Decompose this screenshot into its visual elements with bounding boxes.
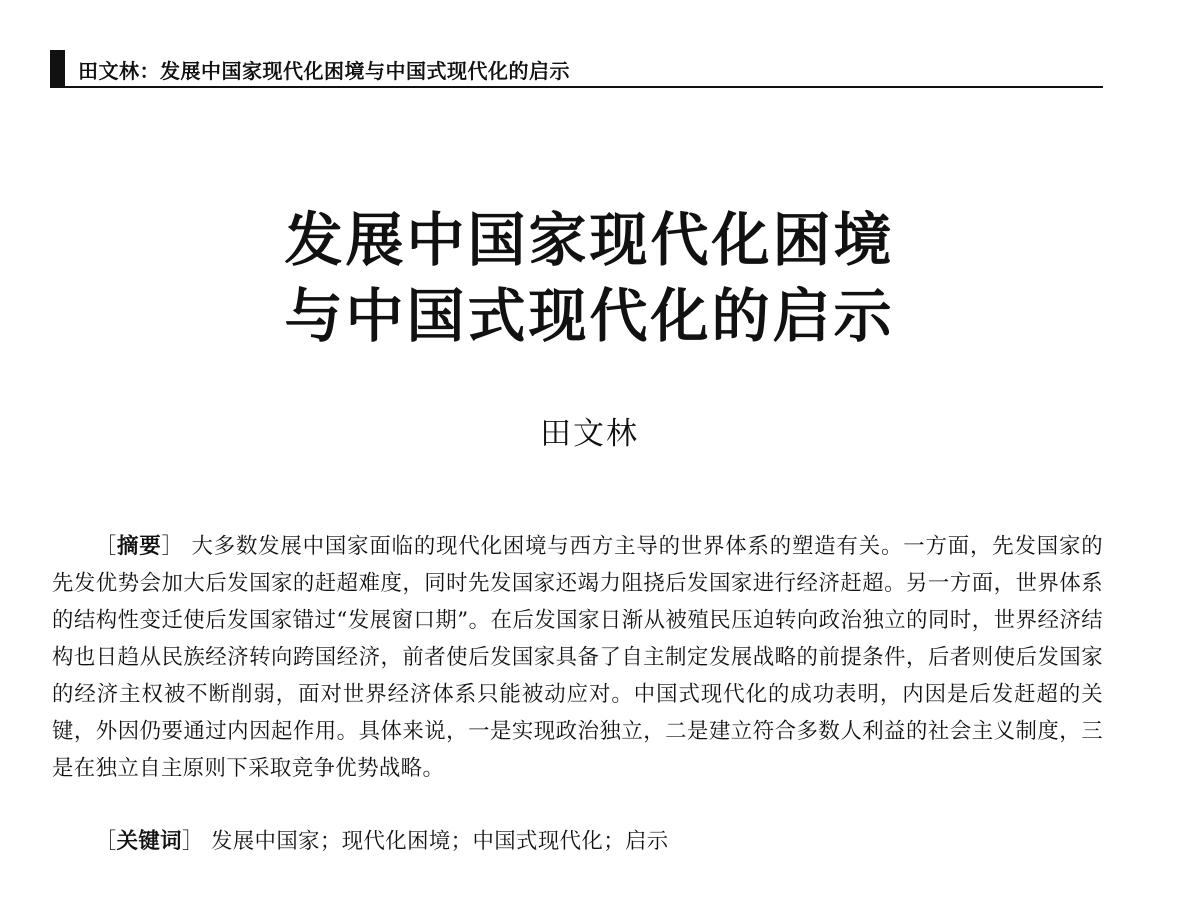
header-marker-bar	[50, 50, 65, 86]
author-name: 田文林	[540, 416, 639, 452]
title-line-1: 发展中国家现代化困境	[284, 206, 895, 274]
keywords-text: 发展中国家；现代化困境；中国式现代化；启示	[210, 829, 669, 854]
running-title: 田文林：发展中国家现代化困境与中国式现代化的启示	[78, 59, 570, 83]
abstract-close-bracket: ］	[161, 534, 184, 559]
article-title	[0, 202, 1179, 354]
abstract-text: 大多数发展中国家面临的现代化困境与西方主导的世界体系的塑造有关。一方面，先发国家的先发优势会加大后发国家的赶超难度，同时先发国家还竭力阻挠后发国家进行经济赶超。另一方面，世界体系的结构性变迁使后发国家错过“发展窗口期”。在后发国家日渐从被殖民压迫转向政治独立的同时，世界经济结构也日趋从民族经济转向跨国经济，前者使后发国家具备了自主制定发展战略的前提条件，后者则使后发国家的经济主权被不断削弱，面对世界经济体系只能被动应对。中国式现代化的成功表明，内因是后发赶超的关键，外因仍要通过内因起作用。具体来说，一是实现政治独立，二是建立符合多数人利益的社会主义制度，三是在独立自主原则下采取竞争优势战略。	[52, 534, 1103, 781]
abstract-open-bracket: ［	[94, 534, 118, 559]
abstract-label: 摘要	[117, 534, 162, 559]
keywords-label: 关键词	[116, 829, 182, 854]
keywords-open-bracket: ［	[94, 829, 117, 854]
running-header	[50, 50, 1103, 88]
abstract-paragraph	[52, 528, 1103, 787]
title-line-2: 与中国式现代化的启示	[284, 282, 895, 350]
abstract	[52, 528, 1103, 787]
keywords	[52, 823, 1103, 860]
keywords-close-bracket: ］	[181, 829, 204, 854]
